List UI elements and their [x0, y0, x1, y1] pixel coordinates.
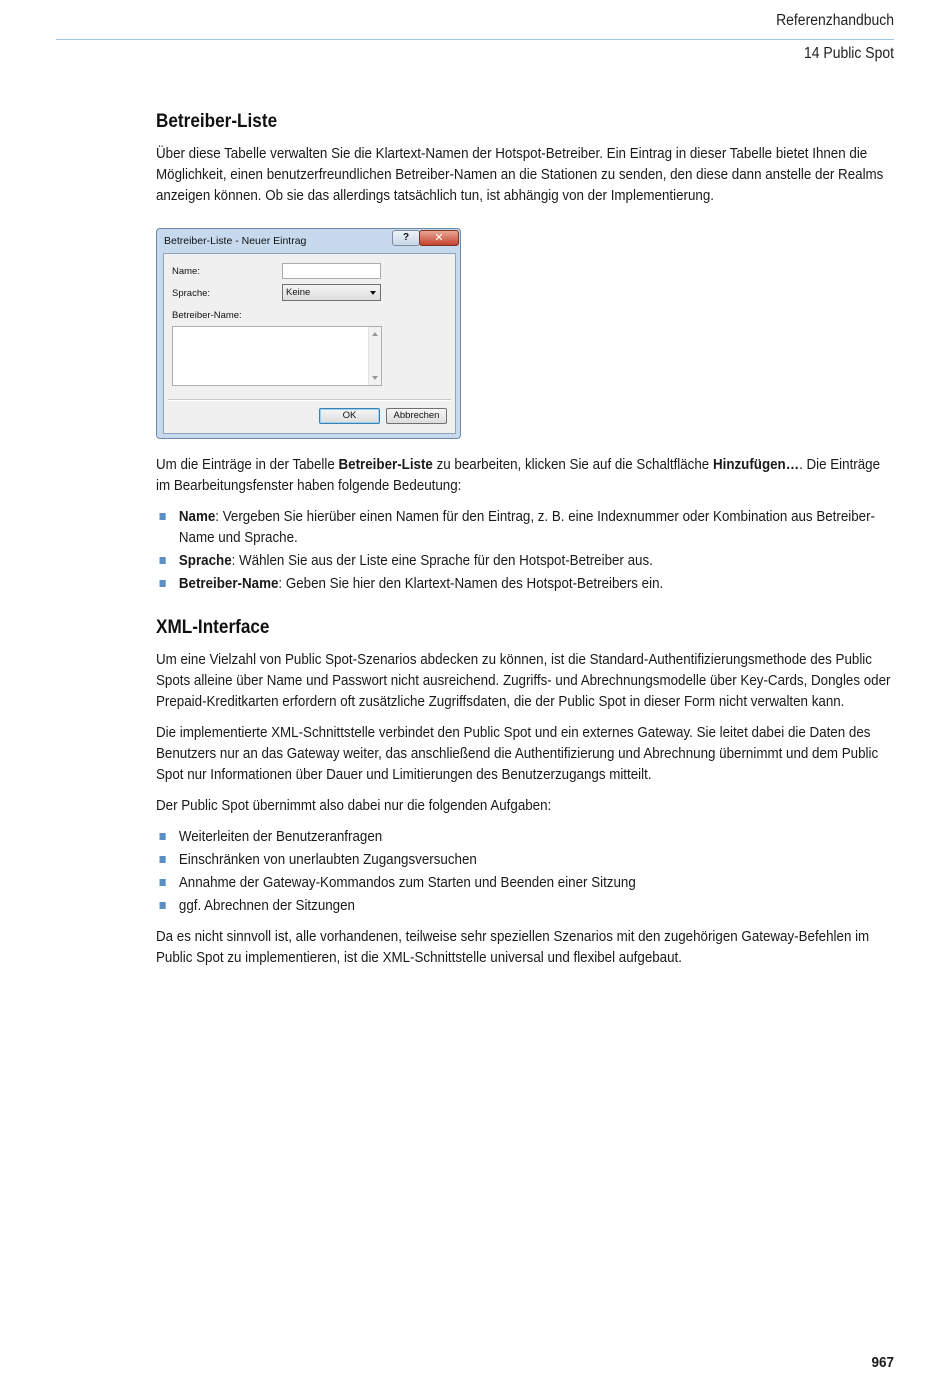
- edit-instructions: [156, 454, 894, 596]
- cancel-button[interactable]: Abbrechen: [386, 408, 447, 424]
- intro-paragraph: Über diese Tabelle verwalten Sie die Klartext-Namen der Hotspot-Betreiber. Ein Eintrag in dieser Tabelle bietet Ihnen die Möglichkeit, einen benutzerfreundlichen Betreiber-Namen an die Stationen zu senden, den diese dann anstelle der Realms anzeigen können. Ob sie das allerdings tatsächlich tun, ist abhängig von der Implementierung.: [156, 145, 884, 204]
- list-item: Annahme der Gateway-Kommandos zum Starten und Beenden einer Sitzung: [156, 872, 896, 893]
- name-label: Name:: [172, 266, 200, 277]
- edit-paragraph: Um die Einträge in der Tabelle Betreiber-Liste zu bearbeiten, klicken Sie auf die Schaltfläche Hinzufügen…. Die Einträge im Bearbeitungsfenster haben folgende Bedeutung:: [156, 456, 881, 494]
- operator-name-label: Betreiber-Name:: [172, 310, 242, 321]
- name-input[interactable]: [282, 263, 381, 279]
- help-button[interactable]: ?: [392, 230, 420, 246]
- list-item: Weiterleiten der Benutzeranfragen: [156, 826, 896, 847]
- language-select[interactable]: [282, 284, 381, 301]
- page-number: 967: [871, 1354, 894, 1371]
- bullet-icon: [160, 856, 166, 863]
- language-select-value: Keine: [286, 287, 311, 298]
- task-list: [156, 826, 896, 916]
- header-divider: [56, 39, 894, 40]
- dialog-separator: [168, 399, 451, 401]
- bullet-icon: [160, 557, 166, 564]
- dialog-title: Betreiber-Liste - Neuer Eintrag: [164, 235, 307, 247]
- table-name: Betreiber-Liste: [338, 456, 433, 473]
- bullet-icon: [160, 513, 166, 520]
- operator-name-textarea[interactable]: [172, 326, 382, 386]
- bullet-icon: [160, 833, 166, 840]
- xml-paragraph-3: Der Public Spot übernimmt also dabei nur die folgenden Aufgaben:: [156, 797, 552, 814]
- bullet-icon: [160, 879, 166, 886]
- field-description-list: [156, 506, 896, 594]
- chevron-down-icon: [370, 291, 376, 295]
- section-betreiber-liste: [156, 110, 894, 206]
- scroll-down-icon[interactable]: [372, 376, 378, 380]
- section-title-xml-interface: XML-Interface: [156, 616, 270, 638]
- list-item: Name: Vergeben Sie hierüber einen Namen für den Eintrag, z. B. eine Indexnummer oder Kombination aus Betreiber-Name und Sprache.: [156, 506, 896, 548]
- dialog-window: [156, 228, 461, 439]
- section-xml-interface: [156, 616, 894, 968]
- close-button[interactable]: ✕: [419, 230, 459, 246]
- header-chapter: 14 Public Spot: [804, 45, 894, 62]
- section-title-betreiber-liste: Betreiber-Liste: [156, 110, 278, 132]
- bullet-icon: [160, 902, 166, 909]
- ok-button[interactable]: OK: [319, 408, 380, 424]
- dialog-body: [163, 253, 456, 434]
- list-item: Einschränken von unerlaubten Zugangsversuchen: [156, 849, 896, 870]
- language-label: Sprache:: [172, 288, 211, 299]
- xml-paragraph-2: Die implementierte XML-Schnittstelle verbindet den Public Spot und ein externes Gateway. Sie leitet dabei die Daten des Benutzers nur an das Gateway weiter, das anschließend die Authentifizierung und Abrechnung übernimmt und dem Public Spot nur Informationen über Dauer und Limitierungen des Benutzerzugangs mitteilt.: [156, 724, 879, 783]
- list-item: Sprache: Wählen Sie aus der Liste eine Sprache für den Hotspot-Betreiber aus.: [156, 550, 896, 571]
- xml-paragraph-4: Da es nicht sinnvoll ist, alle vorhandenen, teilweise sehr speziellen Szenarios mit den zugehörigen Gateway-Befehlen im Public Spot zu implementieren, ist die XML-Schnittstelle universal und flexibel aufgebaut.: [156, 928, 870, 966]
- textarea-scrollbar[interactable]: [368, 327, 381, 385]
- scroll-up-icon[interactable]: [372, 332, 378, 336]
- add-button-name: Hinzufügen…: [712, 456, 800, 473]
- bullet-icon: [160, 580, 166, 587]
- list-item: Betreiber-Name: Geben Sie hier den Klartext-Namen des Hotspot-Betreibers ein.: [156, 573, 896, 594]
- list-item: ggf. Abrechnen der Sitzungen: [156, 895, 896, 916]
- xml-paragraph-1: Um eine Vielzahl von Public Spot-Szenarios abdecken zu können, ist die Standard-Authentifizierungsmethode des Public Spots alleine über Name und Passwort nicht ausreichend. Zugriffs- und Abrechnungsmodelle über Key-Cards, Dongles oder Prepaid-Kreditkarten erfordern oft zusätzliche Zugriffsdaten, die der Public Spot in dieser Form nicht verwalten kann.: [156, 651, 891, 710]
- header-book-title: Referenzhandbuch: [776, 12, 894, 29]
